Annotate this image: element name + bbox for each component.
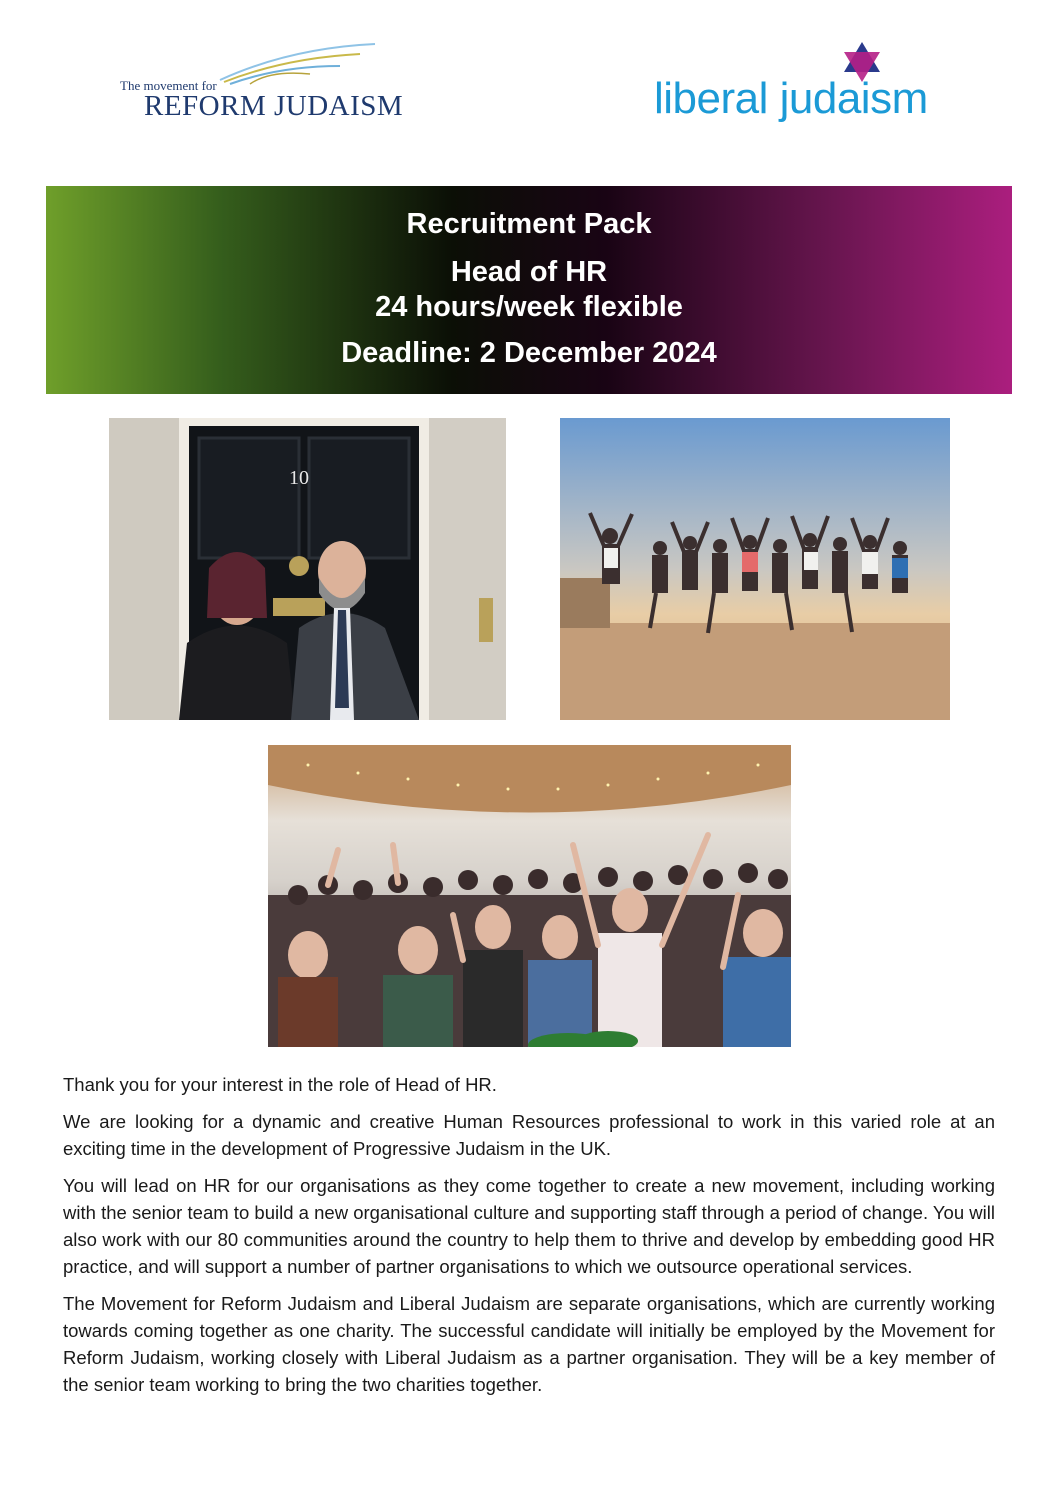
title-banner <box>46 186 1012 394</box>
banner-hours: 24 hours/week flexible <box>375 291 683 323</box>
reform-logo-wordmark: REFORM JUDAISM <box>144 90 404 122</box>
banner-title: Recruitment Pack <box>406 208 652 240</box>
photo-community-event <box>268 745 791 1047</box>
banner-deadline: Deadline: 2 December 2024 <box>341 337 717 369</box>
intro-text <box>63 1071 995 1408</box>
intro-paragraph-2: We are looking for a dynamic and creative Human Resources professional to work in this varied role at an exciting time in the development of Progressive Judaism in the UK. <box>63 1111 995 1159</box>
liberal-logo-wordmark: liberal judaism <box>654 74 928 123</box>
reform-logo-tagline: The movement for <box>120 78 217 93</box>
logo-arcs-icon <box>210 40 380 86</box>
photo-desert-group <box>560 418 950 720</box>
banner-role: Head of HR <box>450 256 608 288</box>
reform-judaism-logo <box>116 40 406 132</box>
intro-paragraph-1: Thank you for your interest in the role of Head of HR. <box>63 1074 497 1095</box>
liberal-judaism-logo <box>654 40 934 132</box>
door-number: 10 <box>289 467 309 489</box>
intro-paragraph-3: You will lead on HR for our organisations as they come together to create a new movement, including working with the senior team to build a new organisational culture and supporting staff through a period of change. You will also work with our 80 communities around the country to help them to thrive and develop by embedding good HR practice, and will support a number of partner organisations to which we outsource operational services. <box>63 1175 995 1277</box>
intro-paragraph-4: The Movement for Reform Judaism and Liberal Judaism are separate organisations, which are currently working towards coming together as one charity. The successful candidate will initially be employed by the Movement for Reform Judaism, working closely with Liberal Judaism as a partner organisation. They will be a key member of the senior team working to bring the two charities together. <box>63 1293 995 1395</box>
photo-downing-street <box>109 418 506 720</box>
